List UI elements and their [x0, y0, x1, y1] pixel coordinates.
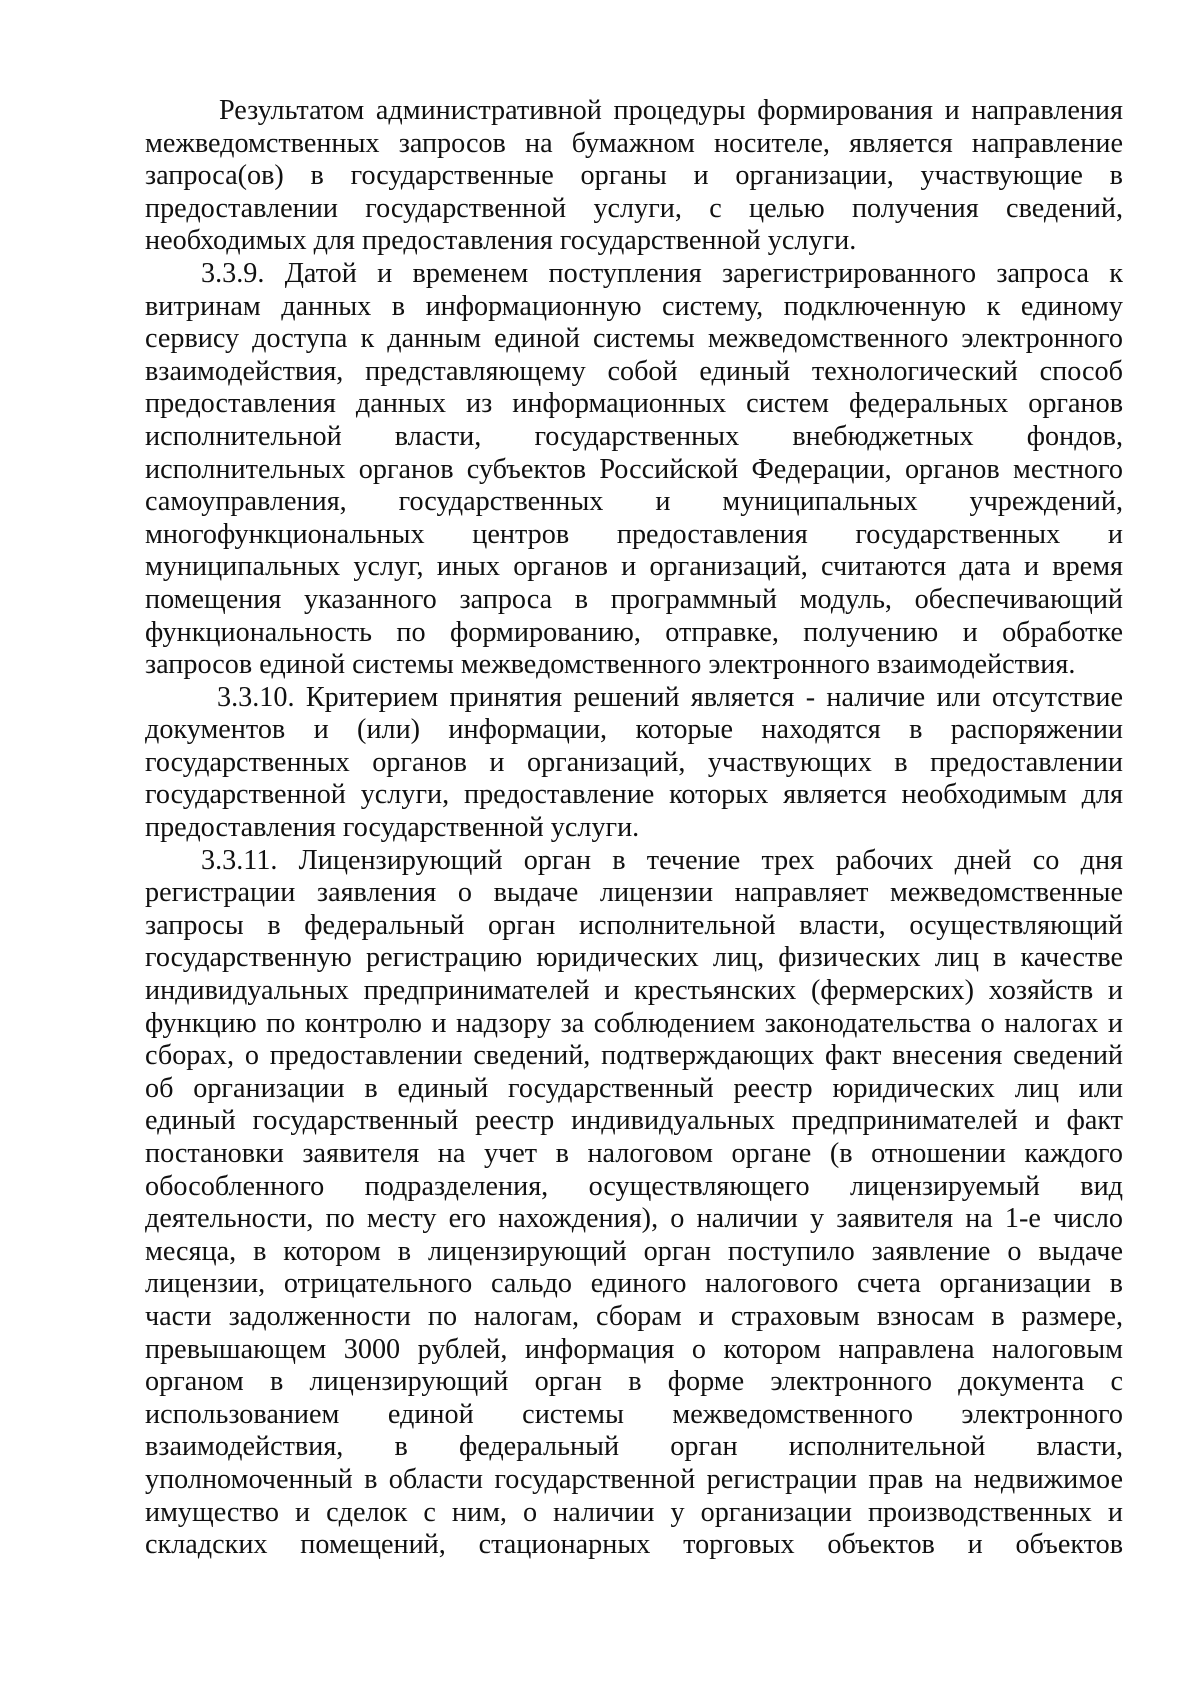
text-line: запроса(ов) в государственные органы и организации, участвующие в	[145, 160, 1123, 192]
text-line: документов и (или) информации, которые находятся в распоряжении	[145, 714, 1123, 746]
text-line: функциональность по формированию, отправке, получению и обработке	[145, 616, 1123, 648]
text-line: лицензии, отрицательного сальдо единого налогового счета организации в	[145, 1268, 1123, 1300]
text-line: предоставления данных из информационных систем федеральных органов	[145, 388, 1123, 420]
text-line: взаимодействия, представляющему собой единый технологический способ	[145, 355, 1123, 387]
text-line: самоуправления, государственных и муниципальных учреждений,	[145, 486, 1123, 518]
paragraph-3-3-10	[145, 682, 1123, 845]
text-line: государственных органов и организаций, участвующих в предоставлении	[145, 746, 1123, 778]
text-line: предоставлении государственной услуги, с целью получения сведений,	[145, 192, 1123, 224]
text-line: превышающем 3000 рублей, информация о котором направлена налоговым	[145, 1333, 1123, 1365]
text-line: части задолженности по налогам, сборам и страховым взносам в размере,	[145, 1300, 1123, 1332]
text-line: запросы в федеральный орган исполнительной власти, осуществляющий	[145, 909, 1123, 941]
text-line: муниципальных услуг, иных органов и организаций, считаются дата и время	[145, 551, 1123, 583]
document-page	[145, 95, 1123, 1562]
text-line: многофункциональных центров предоставления государственных и	[145, 518, 1123, 550]
paragraph-result	[145, 95, 1123, 258]
text-line: Результатом административной процедуры формирования и направления	[219, 95, 1123, 126]
text-line: уполномоченный в области государственной регистрации прав на недвижимое	[145, 1463, 1123, 1495]
text-line: функцию по контролю и надзору за соблюдением законодательства о налогах и	[145, 1007, 1123, 1039]
text-line: исполнительной власти, государственных внебюджетных фондов,	[145, 420, 1123, 452]
paragraph-3-3-9	[145, 258, 1123, 682]
text-line: взаимодействия, в федеральный орган исполнительной власти,	[145, 1431, 1123, 1463]
text-line: 3.3.9. Датой и временем поступления зарегистрированного запроса к	[201, 257, 1123, 289]
text-line: единый государственный реестр индивидуальных предпринимателей и факт	[145, 1105, 1123, 1137]
text-line: межведомственных запросов на бумажном носителе, является направление	[145, 127, 1123, 159]
text-line: деятельности, по месту его нахождения), о наличии у заявителя на 1-е число	[145, 1203, 1123, 1235]
text-line: регистрации заявления о выдаче лицензии направляет межведомственные	[145, 877, 1123, 909]
text-line: государственную регистрацию юридических лиц, физических лиц в качестве	[145, 942, 1123, 974]
text-line: необходимых для предоставления государственной услуги.	[145, 225, 857, 257]
text-line: запросов единой системы межведомственного электронного взаимодействия.	[145, 649, 1076, 681]
text-line: витринам данных в информационную систему, подключенную к единому	[145, 290, 1123, 322]
text-line: государственной услуги, предоставление которых является необходимым для	[145, 779, 1123, 811]
text-line: месяца, в котором в лицензирующий орган поступило заявление о выдаче	[145, 1235, 1123, 1267]
text-line: предоставления государственной услуги.	[145, 812, 640, 844]
text-line: использованием единой системы межведомственного электронного	[145, 1398, 1123, 1430]
text-line: имущество и сделок с ним, о наличии у организации производственных и	[145, 1496, 1123, 1528]
text-line: органом в лицензирующий орган в форме электронного документа с	[145, 1366, 1123, 1398]
text-line: об организации в единый государственный реестр юридических лиц или	[145, 1072, 1123, 1104]
text-line: складских помещений, стационарных торговых объектов и объектов	[145, 1529, 1123, 1561]
text-line: исполнительных органов субъектов Российской Федерации, органов местного	[145, 453, 1123, 485]
text-line: обособленного подразделения, осуществляющего лицензируемый вид	[145, 1170, 1123, 1202]
text-line: помещения указанного запроса в программный модуль, обеспечивающий	[145, 583, 1123, 615]
text-line: индивидуальных предпринимателей и крестьянских (фермерских) хозяйств и	[145, 975, 1123, 1007]
paragraph-3-3-11	[145, 845, 1123, 1562]
text-line: 3.3.10. Критерием принятия решений является - наличие или отсутствие	[217, 681, 1123, 713]
text-line: 3.3.11. Лицензирующий орган в течение трех рабочих дней со дня	[201, 844, 1123, 876]
text-line: постановки заявителя на учет в налоговом органе (в отношении каждого	[145, 1138, 1123, 1169]
text-line: сервису доступа к данным единой системы межведомственного электронного	[145, 323, 1123, 355]
text-line: сборах, о предоставлении сведений, подтверждающих факт внесения сведений	[145, 1040, 1123, 1072]
